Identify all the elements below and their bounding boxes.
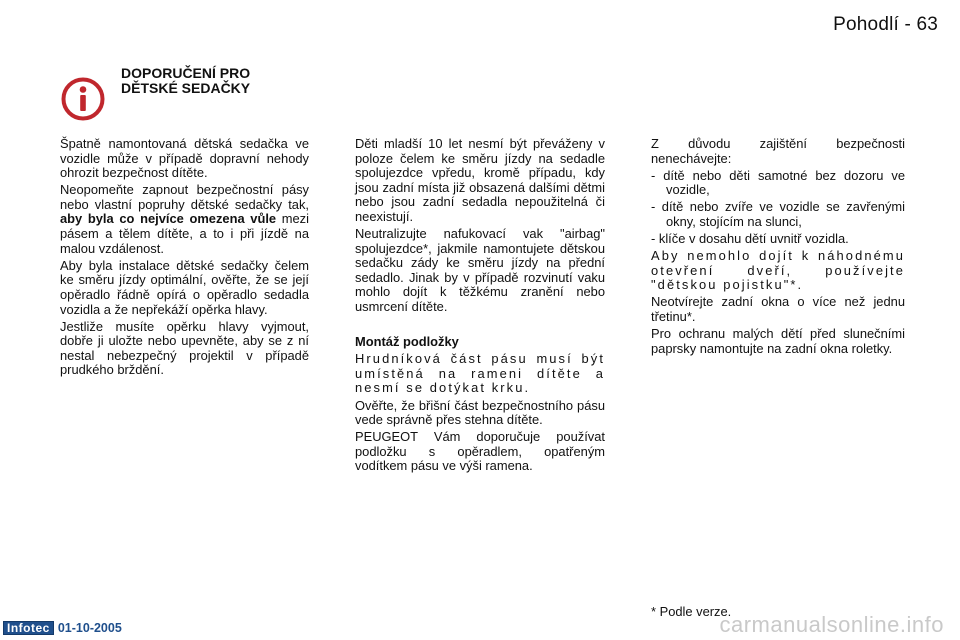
emphasis-text: aby byla co nejvíce omezena vůle — [60, 211, 277, 227]
section-title — [121, 66, 250, 96]
edition-date: 01-10-2005 — [57, 620, 122, 635]
footnote: * Podle verze. — [651, 604, 732, 619]
subheading: Montáž podložky — [355, 334, 459, 350]
paragraph: Neotvírejte zadní okna o více než jednu třetinu*. — [651, 294, 905, 325]
paragraph: Z důvodu zajištění bezpečnosti nenechávejte: — [651, 136, 905, 166]
paragraph: Špatně namontovaná dětská sedačka ve vozidle může v případě dopravní nehody ohrozit bezpečnost dítěte. — [60, 136, 309, 181]
paragraph: Neutralizujte nafukovací vak "airbag" spolujezdce*, jakmile namontujete dětskou sedačku zády ke směru jízdy na přední sedadlo. Jinak by v případě rozvinutí vaku mohlo dojít k těžkému zranění nebo usmrcení dítěte. — [355, 226, 605, 315]
column-2 — [355, 137, 605, 476]
footer-brand — [3, 620, 122, 635]
paragraph: Aby nemohlo dojít k náhodnému otevření dveří, používejte "dětskou pojistku"*. — [651, 248, 905, 293]
watermark: carmanualsonline.info — [719, 612, 944, 637]
brand-logo: Infotec — [3, 621, 54, 635]
section-title-line1: DOPORUČENÍ PRO — [121, 65, 251, 81]
paragraph-text: mezi pásem a tělem dítěte, a to i při jízdě na malou vzdálenost. — [60, 211, 309, 256]
page-header-title: Pohodlí - 63 — [833, 14, 938, 35]
paragraph — [60, 183, 309, 256]
paragraph: Jestliže musíte opěrku hlavy vyjmout, dobře ji uložte nebo upevněte, aby se z ní nestal nebezpečný projektil v případě prudkého brždění. — [60, 318, 309, 378]
column-3 — [651, 137, 905, 359]
paragraph: Pro ochranu malých dětí před slunečními paprsky namontujte na zadní okna roletky. — [651, 326, 905, 356]
column-1 — [60, 137, 309, 381]
list-item: - dítě nebo děti samotné bez dozoru ve vozidle, — [651, 167, 905, 198]
list-item: - dítě nebo zvíře ve vozidle se zavřenými okny, stojícím na slunci, — [651, 199, 905, 229]
paragraph: Děti mladší 10 let nesmí být převáženy v poloze čelem ke směru jízdy na sedadle spolujezdce vpředu, kromě případu, kdy jsou zadní místa již obsazená dalšími dětmi nebo jsou zadní sedadla nepoužitelná či neexistují. — [355, 136, 605, 224]
info-icon — [61, 77, 105, 121]
paragraph: Hrudníková část pásu musí být umístěná na rameni dítěte a nesmí se dotýkat krku. — [355, 351, 605, 396]
paragraph: Aby byla instalace dětské sedačky čelem ke směru jízdy optimální, ověřte, že se její opěradlo řádně opírá o opěradlo sedadla vozidla a že nepřekáží opěrka hlavy. — [60, 257, 309, 317]
list-item: - klíče v dosahu dětí uvnitř vozidla. — [651, 231, 849, 247]
section-title-line2: DĚTSKÉ SEDAČKY — [121, 80, 251, 96]
paragraph-text: Neopomeňte zapnout bezpečnostní pásy nebo vlastní popruhy dětské sedačky tak, — [60, 182, 309, 212]
paragraph: PEUGEOT Vám doporučuje používat podložku s opěradlem, opatřeným vodítkem pásu ve výši ramena. — [355, 429, 605, 474]
paragraph: Ověřte, že břišní část bezpečnostního pásu vede správně přes stehna dítěte. — [355, 397, 605, 428]
